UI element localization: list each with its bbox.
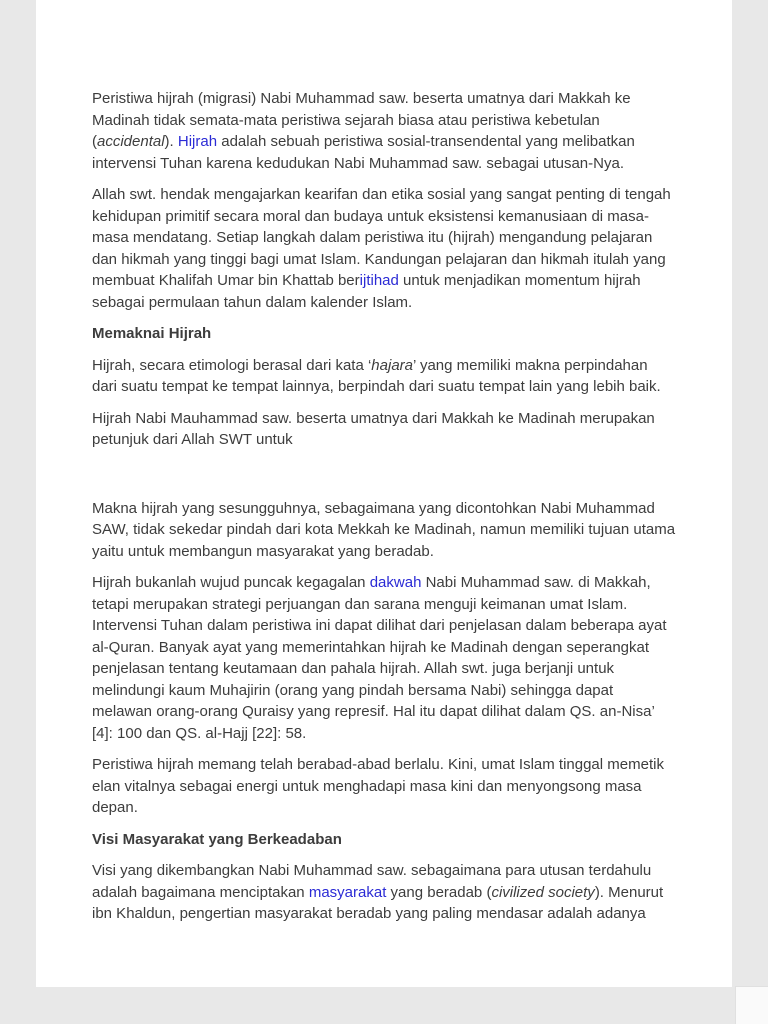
paragraph bbox=[92, 498, 676, 563]
text-run: yang beradab ( bbox=[386, 883, 492, 901]
text-run: untuk menjadikan momentum hijrah sebagai permulaan tahun dalam kalender Islam. bbox=[92, 272, 641, 311]
text-run: ). Menurut ibn Khaldun, pengertian masyarakat beradab yang paling mendasar adalah adanya bbox=[92, 883, 664, 922]
text-run: adalah sebuah peristiwa sosial-transendental yang melibatkan intervensi Tuhan karena kedudukan Nabi Muhammad saw. sebagai utusan-Nya. bbox=[92, 133, 635, 172]
paragraph bbox=[92, 88, 676, 174]
text-link[interactable]: dakwah bbox=[369, 574, 422, 591]
text-link[interactable]: Hijrah bbox=[177, 133, 218, 150]
text-content bbox=[36, 0, 732, 925]
paragraph bbox=[92, 355, 676, 398]
section-heading bbox=[92, 323, 676, 345]
paragraph bbox=[92, 754, 676, 819]
section-heading bbox=[92, 829, 676, 851]
text-run: Hijrah, secara etimologi berasal dari kata ‘ bbox=[92, 356, 372, 374]
text-link[interactable]: ijtihad bbox=[359, 272, 399, 289]
scrollbar-corner bbox=[735, 986, 768, 1024]
text-run: Hijrah Nabi Mauhammad saw. beserta umatnya dari Makkah ke Madinah merupakan petunjuk dari Allah SWT untuk bbox=[92, 409, 655, 448]
paragraph bbox=[92, 572, 676, 744]
text-run: Nabi Muhammad saw. di Makkah, tetapi merupakan strategi perjuangan dan sarana menguji keimanan umat Islam. Intervensi Tuhan dalam peristiwa ini dapat dilihat dari penjelasan dalam beberapa ayat al-Quran. Banyak ayat yang memerintahkan hijrah ke Madinah dengan seperangkat penjelasan tentang keutamaan dan pahala hijrah. Allah swt. juga berjanji untuk melindungi kaum Muhajirin (orang yang pindah bersama Nabi) sehingga dapat melawan orang-orang Quraisy yang represif. Hal itu dapat dilihat dalam QS. an-Nisa’ [4]: 100 dan QS. al-Hajj [22]: 58. bbox=[92, 574, 667, 742]
document-page bbox=[36, 0, 732, 987]
text-run: Visi yang dikembangkan Nabi Muhammad saw. sebagaimana para utusan terdahulu adalah bagaimana menciptakan bbox=[92, 862, 652, 901]
text-run: civilized society bbox=[491, 883, 595, 901]
text-run: hajara bbox=[371, 356, 413, 374]
text-run: Memaknai Hijrah bbox=[92, 325, 212, 342]
paragraph bbox=[92, 408, 676, 451]
text-run: Makna hijrah yang sesungguhnya, sebagaimana yang dicontohkan Nabi Muhammad SAW, tidak sekedar pindah dari kota Mekkah ke Madinah, namun memiliki tujuan utama yaitu untuk membangun masyarakat yang beradab. bbox=[92, 499, 676, 560]
text-run: Allah swt. hendak mengajarkan kearifan dan etika sosial yang sangat penting di tengah kehidupan primitif secara moral dan budaya untuk eksistensi kemanusiaan di masa-masa mendatang. Setiap langkah dalam peristiwa itu (hijrah) mengandung pelajaran dan hikmah yang tinggi bagi umat Islam. Kandungan pelajaran dan hikmah itulah yang membuat Khalifah Umar bin Khattab ber bbox=[92, 186, 671, 289]
paragraph bbox=[92, 860, 676, 925]
text-run: accidental bbox=[97, 133, 165, 150]
paragraph bbox=[92, 184, 676, 313]
text-run: Hijrah bukanlah wujud puncak kegagalan bbox=[92, 574, 370, 591]
text-run: Visi Masyarakat yang Berkeadaban bbox=[92, 830, 342, 848]
text-run: ). bbox=[164, 133, 178, 150]
text-link[interactable]: masyarakat bbox=[308, 883, 387, 901]
text-run: Peristiwa hijrah (migrasi) Nabi Muhammad saw. beserta umatnya dari Makkah ke Madinah tidak semata-mata peristiwa sejarah biasa atau peristiwa kebetulan ( bbox=[92, 90, 631, 150]
text-run: Peristiwa hijrah memang telah berabad-abad berlalu. Kini, umat Islam tinggal memetik elan vitalnya sebagai energi untuk menghadapi masa kini dan menyongsong masa depan. bbox=[92, 756, 664, 816]
text-run: ’ yang memiliki makna perpindahan dari suatu tempat ke tempat lainnya, berpindah dari suatu tempat lain yang lebih baik. bbox=[92, 356, 661, 395]
paragraph-gap bbox=[92, 461, 676, 498]
